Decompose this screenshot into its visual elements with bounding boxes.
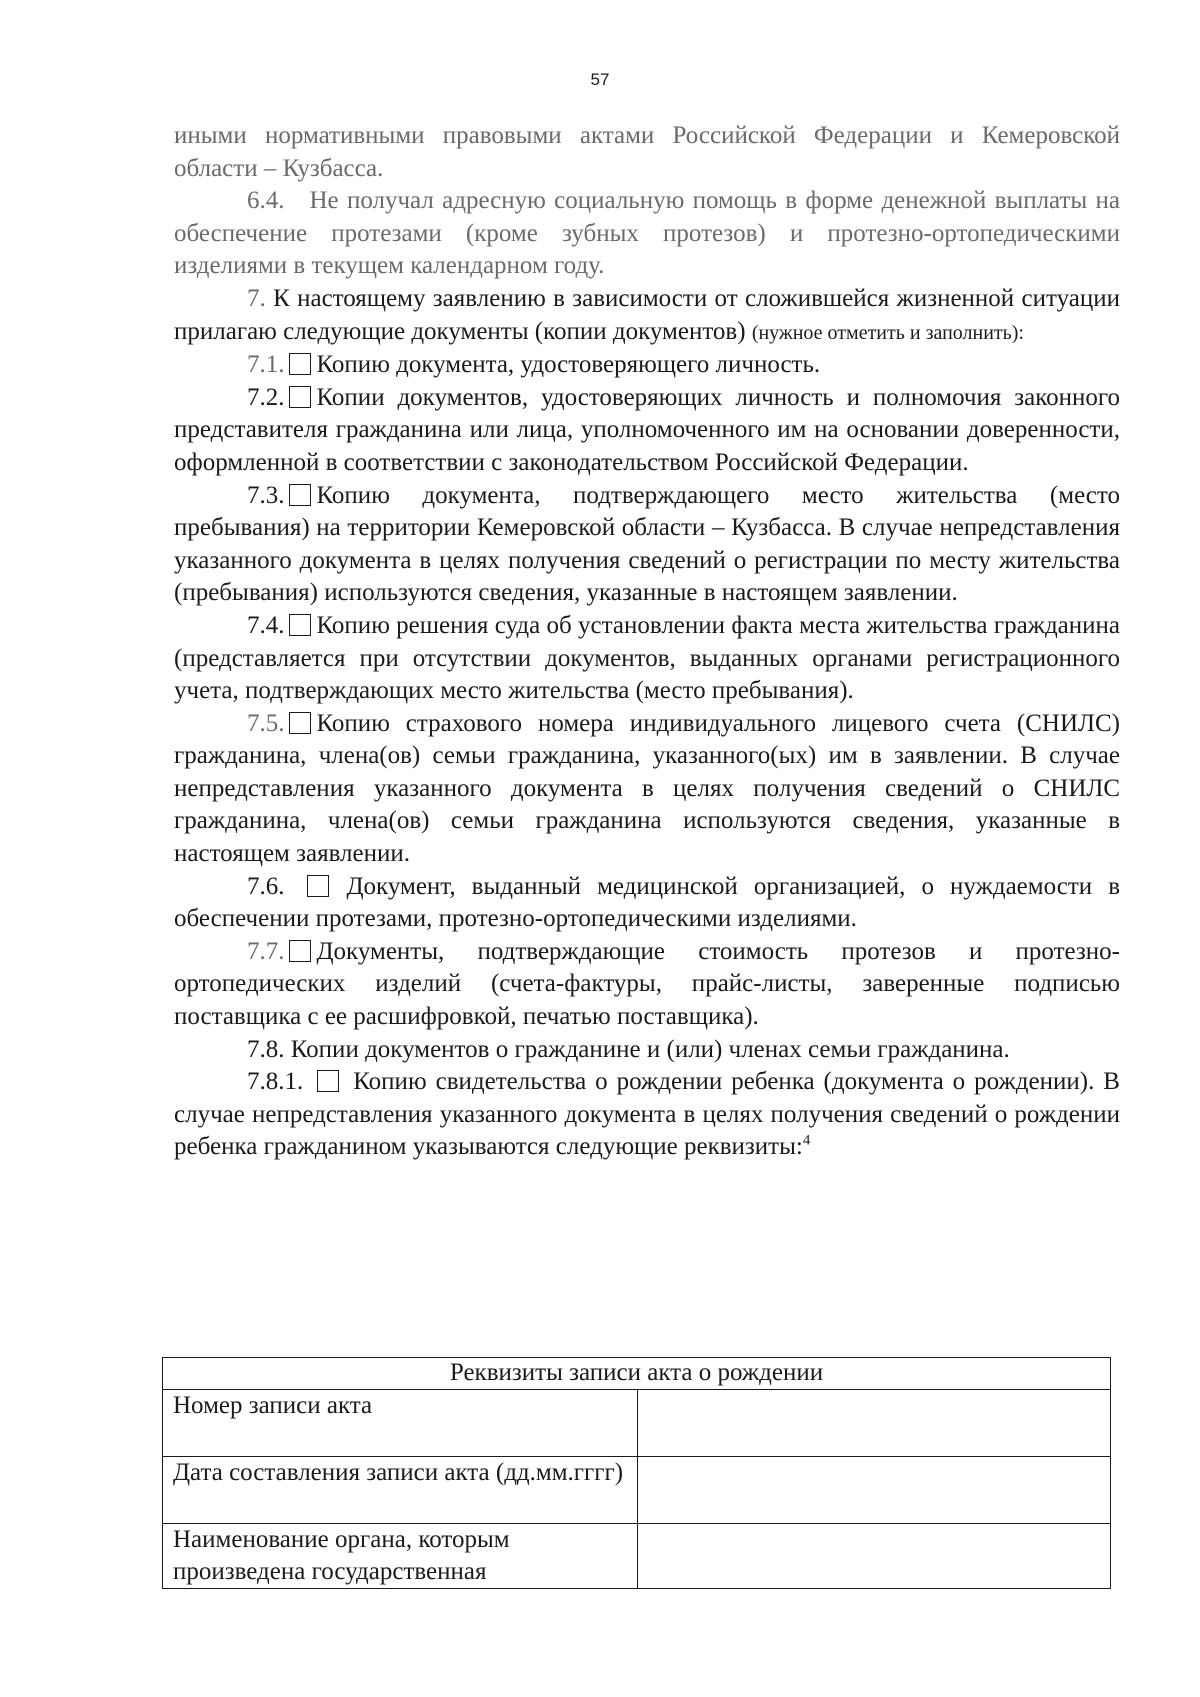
- table-header: Реквизиты записи акта о рождении: [163, 1358, 1111, 1390]
- checkbox[interactable]: [317, 1070, 339, 1092]
- item-number: 7.1.: [247, 351, 285, 379]
- item-text: Документ, выданный медицинской организацией, о нуждаемости в обеспечении протезами, протезно-ортопедическими изделиями.: [174, 872, 1120, 933]
- footnote-reference: 4: [802, 1133, 811, 1150]
- item-text: Копию страхового номера индивидуального лицевого счета (СНИЛС) гражданина, члена(ов) семьи гражданина, указанного(ых) им в заявлении. В случае непредставления указанного документа в целях получения сведений о СНИЛС гражданина, члена(ов) семьи гражданина используются сведения, указанные в настоящем заявлении.: [174, 709, 1120, 868]
- item-7-5: [174, 708, 1120, 871]
- row-label: Наименование органа, которым произведена государственная: [163, 1524, 638, 1589]
- row-value-field[interactable]: [638, 1524, 1111, 1589]
- item-7-8-1: [174, 1066, 1120, 1164]
- document-body: [174, 120, 1120, 1164]
- checkbox[interactable]: [289, 712, 311, 734]
- item-text: Копию свидетельства о рождении ребенка (документа о рождении). В случае непредставления указанного документа в целях получения сведений о рождении ребенка гражданином указываются следующие реквизиты:: [174, 1068, 1120, 1161]
- item-text: Копию документа, удостоверяющего личность.: [316, 351, 821, 379]
- item-number: 7.8.1.: [247, 1068, 304, 1096]
- item-text: Копию документа, подтверждающего место жительства (место пребывания) на территории Кемеровской области – Кузбасса. В случае непредставления указанного документа в целях получения сведений о регистрации по месту жительства (пребывания) используются сведения, указанные в настоящем заявлении.: [174, 481, 1120, 607]
- item-7-1: [174, 349, 1120, 382]
- item-number: 7.6.: [247, 872, 285, 900]
- item-number: 7.4.: [247, 611, 285, 639]
- checkbox[interactable]: [289, 484, 311, 506]
- item-7-4: [174, 610, 1120, 708]
- birth-record-table: [162, 1357, 1111, 1589]
- item-number: 7.3.: [247, 481, 285, 509]
- table-row: [163, 1390, 1111, 1457]
- item-number: 7.5.: [247, 709, 285, 737]
- item-7-2: [174, 382, 1120, 480]
- checkbox[interactable]: [289, 386, 311, 408]
- paragraph-7: [174, 283, 1120, 349]
- checkbox[interactable]: [289, 940, 311, 962]
- row-value-field[interactable]: [638, 1390, 1111, 1457]
- item-7-6: [174, 871, 1120, 936]
- paragraph-number: 7.: [247, 284, 266, 312]
- paragraph-text: Не получал адресную социальную помощь в форме денежной выплаты на обеспечение протезами (кроме зубных протезов) и протезно-ортопедическими изделиями в текущем календарном году.: [174, 187, 1121, 280]
- item-number: 7.2.: [247, 383, 285, 411]
- item-text: Документы, подтверждающие стоимость протезов и протезно-ортопедических изделий (счета-фактуры, прайс-листы, заверенные подписью поставщика с ее расшифровкой, печатью поставщика).: [174, 937, 1120, 1031]
- item-text: Копию решения суда об установлении факта места жительства гражданина (представляется при отсутствии документов, выданных органами регистрационного учета, подтверждающих место жительства (место пребывания).: [174, 611, 1120, 705]
- page-number: 57: [590, 70, 610, 89]
- row-label: Номер записи акта: [163, 1390, 638, 1457]
- paragraph-number: 6.4.: [247, 187, 285, 215]
- item-7-7: [174, 936, 1120, 1034]
- checkbox[interactable]: [289, 353, 311, 375]
- paragraph-note: (нужное отметить и заполнить):: [751, 321, 1024, 344]
- row-value-field[interactable]: [638, 1457, 1111, 1524]
- table-row: [163, 1524, 1111, 1589]
- checkbox[interactable]: [307, 875, 329, 897]
- paragraph-7-8: 7.8. Копии документов о гражданине и (или) членах семьи гражданина.: [247, 1035, 1010, 1063]
- checkbox[interactable]: [289, 614, 311, 636]
- table-row: [163, 1457, 1111, 1524]
- paragraph-text: К настоящему заявлению в зависимости от сложившейся жизненной ситуации прилагаю следующие документы (копии документов): [174, 284, 1120, 345]
- item-number: 7.7.: [247, 937, 285, 965]
- item-text: Копии документов, удостоверяющих личность и полномочия законного представителя гражданина или лица, уполномоченного им на основании доверенности, оформленной в соответствии с законодательством Российской Федерации.: [174, 383, 1120, 476]
- paragraph-continuation: иными нормативными правовыми актами Российской Федерации и Кемеровской области – Кузбасса.: [174, 122, 1120, 182]
- row-label: Дата составления записи акта (дд.мм.гггг): [163, 1457, 638, 1524]
- item-7-3: [174, 480, 1120, 610]
- paragraph-6-4: [174, 185, 1120, 283]
